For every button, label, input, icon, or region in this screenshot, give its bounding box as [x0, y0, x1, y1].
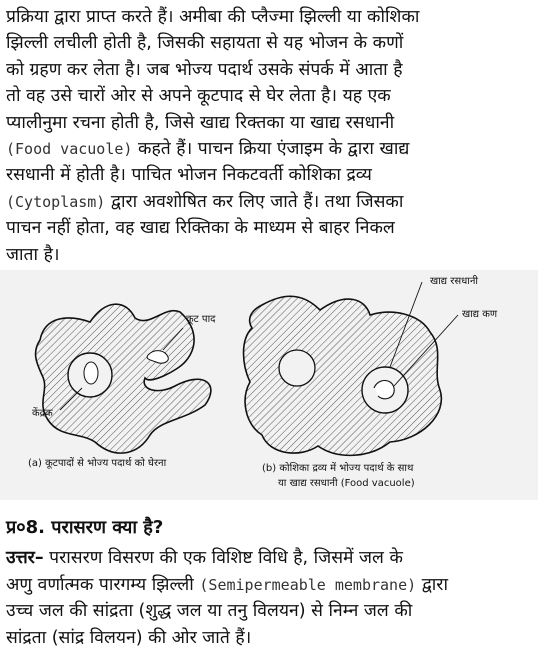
nucleus-inner-left	[84, 362, 98, 384]
paragraph-line	[6, 136, 534, 162]
paragraph-line: झिल्ली लचीली होती है, जिसकी सहायता से यह भोजन के कणों	[6, 33, 404, 54]
paragraph-line: जाता है।	[6, 244, 60, 265]
answer-line: उच्च जल की सांद्रता (शुद्ध जल या तनु विलयन) से निम्न जल की	[6, 601, 413, 621]
answer-text: परासरण विसरण की एक विशिष्ट विधि है, जिसमें जल के	[43, 548, 403, 568]
paragraph-line: को ग्रहण कर लेता है। जब भोज्य पदार्थ उसके संपर्क में आता है	[6, 59, 403, 80]
caption-a: (a) कूटपादों से भोज्य पदार्थ को घेरना	[28, 458, 167, 469]
latin-term: (Cytoplasm)	[6, 192, 106, 211]
paragraph-text: कहते हैं। पाचन क्रिया एंजाइम के द्वारा खाद्य	[132, 139, 410, 160]
nucleus-label: केंद्रक	[32, 408, 53, 419]
amoeba-diagram	[0, 270, 538, 500]
answer-text: अणु वर्णात्मक पारगम्य झिल्ली	[6, 574, 200, 595]
vacuole-label: खाद्य रसधानी	[430, 276, 478, 287]
pseudopod-label: कूट पाद	[186, 314, 216, 325]
paragraph-line: प्रक्रिया द्वारा प्राप्त करते हैं। अमीबा की प्लैज्मा झिल्ली या कोशिका	[6, 7, 420, 27]
answer-line	[6, 572, 534, 599]
paragraph-text: द्वारा अवशोषित कर लिए जाते हैं। तथा जिसका	[105, 191, 404, 212]
food-particle-label: खाद्य कण	[462, 309, 498, 320]
paragraph-line: तो वह उसे चारों ओर से अपने कूटपाद से घेर लेता है। यह एक	[6, 86, 391, 107]
paragraph-line	[6, 189, 534, 215]
latin-term: (Food vacuole)	[6, 140, 133, 159]
paragraph-line: पाचन नहीं होता, वह खाद्य रिक्तिका के माध्यम से बाहर निकल	[6, 218, 395, 239]
question-number: प्र०8.	[6, 517, 45, 538]
paragraph	[6, 4, 534, 268]
paragraph-line: रसधानी में होती है। पाचित भोजन निकटवर्ती कोशिका द्रव्य	[6, 165, 372, 186]
amoeba-body-right	[244, 296, 442, 455]
answer-block	[6, 545, 534, 651]
caption-b-line1: (b) कोशिका द्रव्य में भोज्य पदार्थ के साथ	[262, 463, 414, 474]
answer-text: द्वारा	[416, 574, 448, 595]
amoeba-figure	[0, 270, 538, 500]
question-text: परासरण क्या है?	[44, 517, 164, 538]
caption-b-line2: या खाद्य रसधानी (Food vacuole)	[278, 478, 415, 489]
answer-line: सांद्रता (सांद्र विलयन) की ओर जाते हैं।	[6, 627, 252, 648]
latin-term: (Semipermeable membrane)	[199, 575, 417, 594]
question-heading	[6, 515, 163, 539]
answer-line	[6, 545, 534, 572]
paragraph-line: प्यालीनुमा रचना होती है, जिसे खाद्य रिक्तका या खाद्य रसधानी	[6, 112, 395, 133]
nucleus-right	[279, 350, 315, 386]
answer-label: उत्तर–	[6, 548, 44, 568]
